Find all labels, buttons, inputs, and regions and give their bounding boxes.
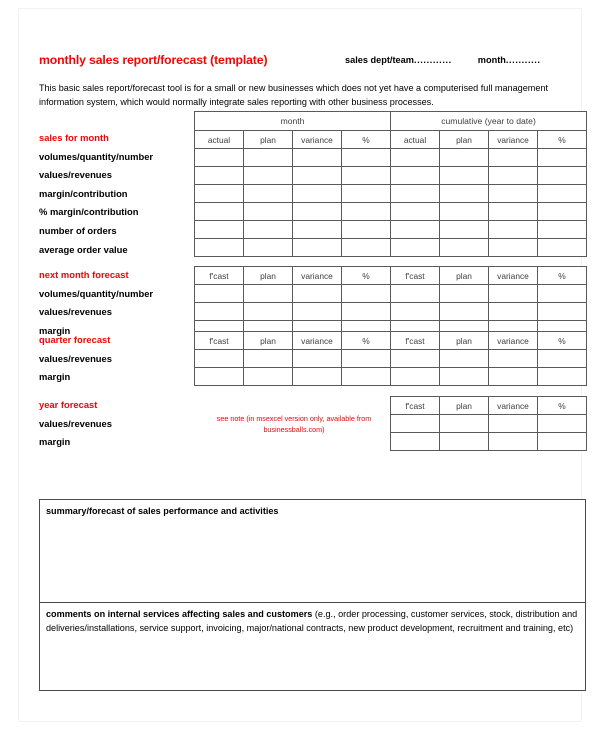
data-cell[interactable] — [391, 149, 440, 167]
sales-dept-team-dots[interactable]: ............ — [413, 55, 452, 65]
data-cell[interactable] — [538, 433, 587, 451]
col-header-fcast-month: f'cast — [195, 332, 244, 350]
data-cell[interactable] — [489, 239, 538, 257]
row-label-qf-values-revenues: values/revenues — [39, 352, 112, 364]
internal-services-heading: comments on internal services affecting sales and customers — [46, 609, 313, 619]
sales-for-month-labels — [39, 129, 209, 259]
col-header-plan-month: plan — [244, 267, 293, 285]
data-cell[interactable] — [293, 149, 342, 167]
sales-dept-team-text: sales dept/team — [345, 55, 414, 65]
row-label-number-of-orders: number of orders — [39, 224, 117, 236]
month-text: month — [477, 55, 506, 65]
data-cell[interactable] — [244, 149, 293, 167]
data-cell[interactable] — [244, 167, 293, 185]
data-cell[interactable] — [195, 149, 244, 167]
data-cell[interactable] — [489, 415, 538, 433]
data-cell[interactable] — [538, 203, 587, 221]
row-label-margin-contribution: margin/contribution — [39, 187, 128, 199]
data-cell[interactable] — [440, 149, 489, 167]
col-header-fcast-cumulative: f'cast — [391, 332, 440, 350]
data-cell[interactable] — [391, 368, 440, 386]
data-cell[interactable] — [244, 303, 293, 321]
data-cell[interactable] — [489, 149, 538, 167]
col-header-fcast-cumulative: f'cast — [391, 267, 440, 285]
col-header-actual-cumulative: actual — [391, 131, 440, 149]
col-header-plan-cumulative: plan — [440, 267, 489, 285]
data-cell[interactable] — [244, 368, 293, 386]
data-cell[interactable] — [391, 350, 440, 368]
data-cell[interactable] — [538, 185, 587, 203]
data-cell[interactable] — [195, 185, 244, 203]
data-cell[interactable] — [391, 167, 440, 185]
document-body — [39, 53, 586, 634]
data-cell[interactable] — [342, 285, 391, 303]
summary-forecast-box[interactable] — [39, 499, 586, 603]
table-row — [195, 350, 587, 368]
section-label-year-forecast: year forecast — [39, 399, 98, 410]
data-cell[interactable] — [538, 239, 587, 257]
group-header-cumulative: cumulative (year to date) — [391, 112, 587, 131]
data-cell[interactable] — [440, 303, 489, 321]
data-cell[interactable] — [391, 415, 440, 433]
data-cell[interactable] — [293, 303, 342, 321]
data-cell[interactable] — [440, 415, 489, 433]
table-row — [195, 203, 587, 221]
data-cell[interactable] — [391, 285, 440, 303]
col-header-pct-year: % — [538, 397, 587, 415]
row-label-nm-volumes: volumes/quantity/number — [39, 287, 154, 299]
row-label-yf-margin: margin — [39, 436, 71, 448]
data-cell[interactable] — [489, 185, 538, 203]
column-header-row — [195, 131, 587, 149]
table-quarter-forecast — [194, 331, 587, 386]
data-cell[interactable] — [195, 285, 244, 303]
data-cell[interactable] — [440, 285, 489, 303]
data-cell[interactable] — [342, 149, 391, 167]
col-header-pct-cumulative: % — [538, 332, 587, 350]
data-cell[interactable] — [391, 185, 440, 203]
internal-services-detail: (e.g., order processing, customer services, stock, distribution and deliveries/installations, service support, invoicing, major/national contracts, new product development, recruitment and training, etc) — [46, 609, 578, 634]
row-label-average-order-value: average order value — [39, 243, 128, 255]
sales-dept-team-label — [345, 55, 414, 65]
next-month-forecast-labels — [39, 266, 209, 340]
data-cell[interactable] — [440, 221, 489, 239]
summary-forecast-heading: summary/forecast of sales performance and activities — [46, 506, 279, 516]
data-cell[interactable] — [244, 239, 293, 257]
data-cell[interactable] — [244, 350, 293, 368]
section-label-next-month-forecast: next month forecast — [39, 269, 129, 280]
summary-forecast-text — [40, 500, 585, 518]
data-cell[interactable] — [489, 303, 538, 321]
data-cell[interactable] — [440, 350, 489, 368]
col-header-pct-cumulative: % — [538, 267, 587, 285]
data-cell[interactable] — [489, 285, 538, 303]
data-cell[interactable] — [391, 203, 440, 221]
data-cell[interactable] — [538, 221, 587, 239]
data-cell[interactable] — [489, 203, 538, 221]
table-row — [195, 239, 587, 257]
col-header-fcast-month: f'cast — [195, 267, 244, 285]
col-header-variance-cumulative: variance — [489, 131, 538, 149]
data-cell[interactable] — [538, 350, 587, 368]
row-label-yf-values-revenues: values/revenues — [39, 417, 112, 429]
section-label-quarter-forecast: quarter forecast — [39, 334, 111, 345]
table-row — [195, 303, 587, 321]
data-cell[interactable] — [391, 239, 440, 257]
row-label-nm-values-revenues: values/revenues — [39, 306, 112, 318]
data-cell[interactable] — [342, 239, 391, 257]
table-row — [195, 221, 587, 239]
col-header-variance-month: variance — [293, 332, 342, 350]
data-cell[interactable] — [342, 303, 391, 321]
section-label-sales-for-month: sales for month — [39, 132, 109, 143]
data-cell[interactable] — [244, 285, 293, 303]
data-cell[interactable] — [440, 203, 489, 221]
data-cell[interactable] — [391, 433, 440, 451]
data-cell[interactable] — [489, 167, 538, 185]
data-cell[interactable] — [440, 433, 489, 451]
internal-services-comments-box[interactable] — [39, 602, 586, 691]
col-header-plan-month: plan — [244, 131, 293, 149]
data-cell[interactable] — [342, 350, 391, 368]
table-row — [195, 368, 587, 386]
row-label-nm-margin: margin — [39, 324, 71, 336]
data-cell[interactable] — [195, 239, 244, 257]
data-cell[interactable] — [293, 203, 342, 221]
col-header-pct-month: % — [342, 332, 391, 350]
data-cell[interactable] — [244, 203, 293, 221]
data-cell[interactable] — [538, 303, 587, 321]
table-row — [391, 415, 587, 433]
column-header-row — [391, 397, 587, 415]
table-row — [195, 167, 587, 185]
data-cell[interactable] — [293, 239, 342, 257]
data-cell[interactable] — [342, 221, 391, 239]
document-header — [39, 53, 586, 73]
column-header-row — [195, 267, 587, 285]
col-header-variance-month: variance — [293, 131, 342, 149]
table-row — [391, 433, 587, 451]
data-cell[interactable] — [440, 368, 489, 386]
table-next-month-forecast — [194, 266, 587, 339]
month-dots[interactable]: ........... — [505, 55, 541, 65]
row-label-volumes: volumes/quantity/number — [39, 150, 154, 162]
col-header-variance-month: variance — [293, 267, 342, 285]
col-header-pct-cumulative: % — [538, 131, 587, 149]
row-label-qf-margin: margin — [39, 371, 71, 383]
table-sales-for-month — [194, 111, 587, 257]
data-cell[interactable] — [440, 167, 489, 185]
data-cell[interactable] — [293, 185, 342, 203]
col-header-plan-cumulative: plan — [440, 332, 489, 350]
data-cell[interactable] — [538, 167, 587, 185]
col-header-variance-year: variance — [489, 397, 538, 415]
column-header-row — [195, 332, 587, 350]
data-cell[interactable] — [195, 350, 244, 368]
data-cell[interactable] — [489, 433, 538, 451]
group-header-row — [195, 112, 587, 131]
table-row — [195, 285, 587, 303]
table-year-forecast — [390, 396, 587, 451]
col-header-actual-month: actual — [195, 131, 244, 149]
data-cell[interactable] — [293, 167, 342, 185]
data-cell[interactable] — [195, 203, 244, 221]
data-cell[interactable] — [342, 203, 391, 221]
data-cell[interactable] — [293, 285, 342, 303]
data-cell[interactable] — [293, 368, 342, 386]
col-header-plan-year: plan — [440, 397, 489, 415]
col-header-fcast-year: f'cast — [391, 397, 440, 415]
data-cell[interactable] — [489, 368, 538, 386]
internal-services-comments-text — [40, 603, 585, 635]
data-cell[interactable] — [440, 239, 489, 257]
year-forecast-labels — [39, 396, 209, 452]
data-cell[interactable] — [538, 149, 587, 167]
col-header-plan-cumulative: plan — [440, 131, 489, 149]
data-cell[interactable] — [538, 415, 587, 433]
col-header-variance-cumulative: variance — [489, 267, 538, 285]
data-cell[interactable] — [391, 221, 440, 239]
data-cell[interactable] — [342, 368, 391, 386]
data-cell[interactable] — [195, 303, 244, 321]
data-cell[interactable] — [195, 167, 244, 185]
intro-paragraph: This basic sales report/forecast tool is for a small or new businesses which does not yet have a computerised full management information system, which would normally integrate sales reporting with other business processes. — [39, 83, 548, 108]
quarter-forecast-labels — [39, 331, 209, 387]
data-cell[interactable] — [489, 221, 538, 239]
col-header-pct-month: % — [342, 267, 391, 285]
table-row — [195, 185, 587, 203]
data-cell[interactable] — [489, 350, 538, 368]
data-cell[interactable] — [342, 185, 391, 203]
row-label-values-revenues: values/revenues — [39, 169, 112, 181]
data-cell[interactable] — [195, 368, 244, 386]
page-sheet — [18, 8, 582, 722]
data-cell[interactable] — [391, 303, 440, 321]
col-header-pct-month: % — [342, 131, 391, 149]
group-header-month: month — [195, 112, 391, 131]
col-header-variance-cumulative: variance — [489, 332, 538, 350]
row-label-pct-margin-contribution: % margin/contribution — [39, 206, 139, 218]
header-fields — [345, 55, 541, 65]
year-forecast-note: see note (in msexcel version only, available from businessballs.com) — [216, 414, 372, 434]
data-cell[interactable] — [293, 221, 342, 239]
data-cell[interactable] — [538, 368, 587, 386]
data-cell[interactable] — [195, 221, 244, 239]
data-cell[interactable] — [244, 185, 293, 203]
table-row — [195, 149, 587, 167]
page-title: monthly sales report/forecast (template) — [39, 53, 268, 67]
col-header-plan-month: plan — [244, 332, 293, 350]
data-cell[interactable] — [244, 221, 293, 239]
data-cell[interactable] — [293, 350, 342, 368]
data-cell[interactable] — [440, 185, 489, 203]
data-cell[interactable] — [538, 285, 587, 303]
data-cell[interactable] — [342, 167, 391, 185]
